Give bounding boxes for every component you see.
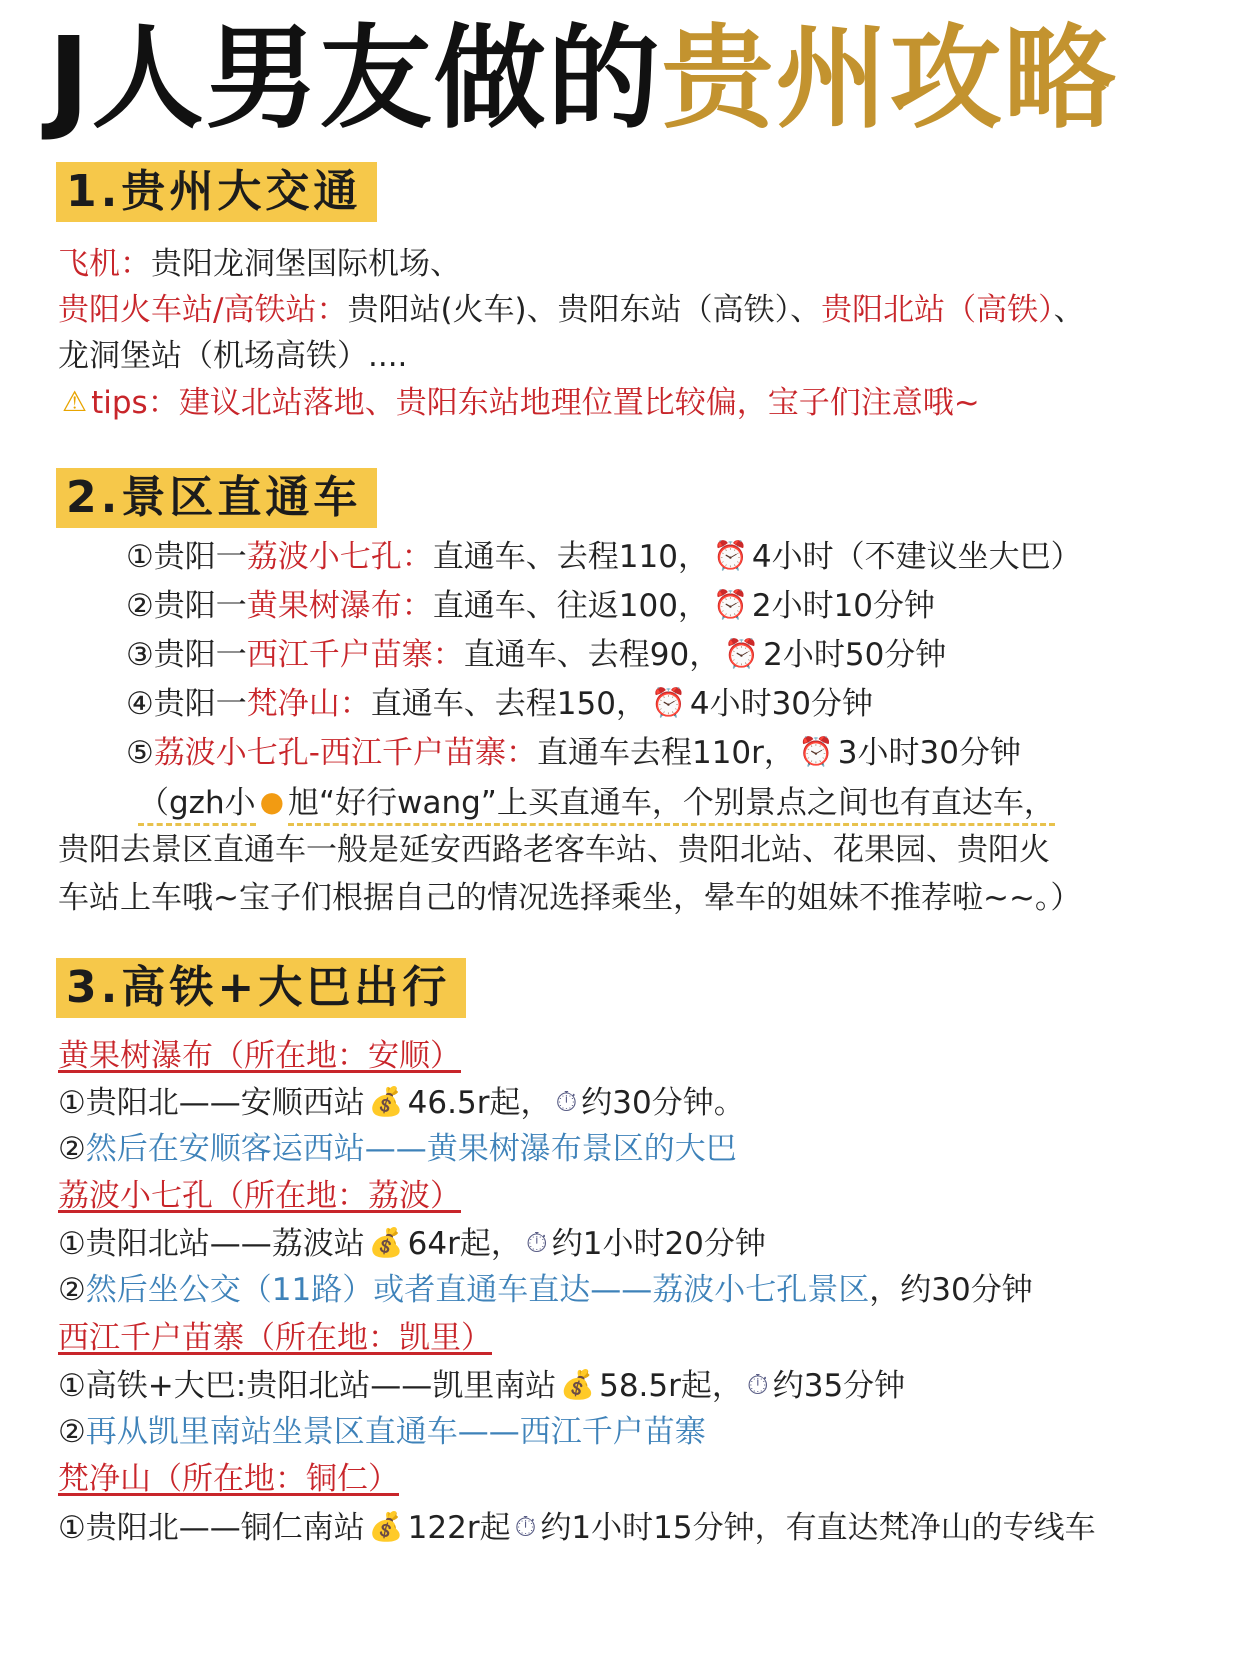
- duration-text: 约30分钟。: [581, 1085, 745, 1121]
- location-text: 荔波小七孔（所在地：荔波）: [58, 1178, 461, 1214]
- route-text: ①贵阳北——安顺西站: [58, 1085, 365, 1121]
- shuttle-note-line2: 贵阳去景区直通车一般是延安西路老客车站、贵阳北站、花果园、贵阳火: [58, 832, 1050, 868]
- route2-line: [58, 1127, 737, 1171]
- shuttle-dest: 黄果树瀑布：: [246, 588, 433, 624]
- shuttle-dest: 梵净山：: [246, 686, 371, 722]
- route2-num: ②: [58, 1131, 86, 1167]
- location-text: 梵净山（所在地：铜仁）: [58, 1461, 399, 1497]
- note-rest: 旭“好行wang”上买直通车，个别景点之间也有直达车，: [288, 785, 1055, 826]
- shuttle-prefix: ②贵阳一: [126, 588, 247, 624]
- duration-text: 约35分钟: [772, 1368, 906, 1404]
- location-heading: [58, 1034, 461, 1078]
- rail-red: 贵阳北站（高铁）: [821, 292, 1054, 328]
- route-text: ①贵阳北站——荔波站: [58, 1226, 365, 1262]
- shuttle-time: 2小时10分钟: [751, 588, 936, 624]
- section2-header: 2.景区直通车: [56, 468, 377, 528]
- route-line: [58, 1080, 745, 1125]
- title-part1: J人男友做的: [48, 14, 662, 144]
- shuttle-note-line1: [138, 780, 1055, 825]
- route-line: [58, 1505, 1096, 1550]
- rail-line2: 龙洞堡站（机场高铁）....: [58, 338, 408, 374]
- rail-label: 贵阳火车站/高铁站：: [58, 292, 348, 328]
- route2-text: 然后在安顺客运西站——黄果树瀑布景区的大巴: [85, 1131, 737, 1167]
- stopwatch-icon: ⏱: [514, 1510, 537, 1543]
- shuttle-prefix: ④贵阳一: [126, 686, 247, 722]
- note-start: （gzh小: [138, 785, 256, 826]
- shuttle-time: 4小时30分钟: [689, 686, 874, 722]
- alarm-clock-icon: ⏰: [798, 735, 834, 768]
- shuttle-dest: 荔波小七孔：: [246, 539, 433, 575]
- alarm-clock-icon: ⏰: [650, 686, 686, 719]
- route-text: ①贵阳北——铜仁南站: [58, 1510, 365, 1546]
- price-text: 58.5r起，: [599, 1368, 743, 1404]
- shuttle-info: 直通车、去程90，: [463, 637, 721, 673]
- route-line: [58, 1363, 905, 1408]
- rail-line: [58, 288, 1085, 332]
- route-line: [58, 1221, 766, 1266]
- shuttle-time: 2小时50分钟: [763, 637, 947, 673]
- location-heading: [58, 1174, 461, 1218]
- money-bag-icon: 💰: [560, 1368, 596, 1401]
- route2-num: ②: [58, 1272, 86, 1308]
- location-text: 西江千户苗寨（所在地：凯里）: [58, 1320, 492, 1356]
- tips-text: tips：建议北站落地、贵阳东站地理位置比较偏，宝子们注意哦~: [91, 385, 980, 421]
- shuttle-time: 4小时（不建议坐大巴）: [751, 539, 1082, 575]
- shuttle-item: [126, 632, 946, 677]
- flight-label: 飞机：: [58, 246, 151, 282]
- section3-header: 3.高铁+大巴出行: [56, 958, 466, 1018]
- route2-text: 再从凯里南站坐景区直通车——西江千户苗寨: [85, 1414, 706, 1450]
- location-heading: [58, 1316, 492, 1360]
- route2-line: [58, 1410, 706, 1454]
- stopwatch-icon: ⏱: [555, 1085, 578, 1118]
- shuttle-info: 直通车、去程150，: [370, 686, 647, 722]
- alarm-clock-icon: ⏰: [724, 637, 760, 670]
- location-heading: [58, 1457, 399, 1501]
- flight-text: 贵阳龙洞堡国际机场、: [151, 246, 461, 282]
- shuttle-prefix: ⑤: [126, 735, 154, 771]
- title-part2: 贵州攻略: [661, 14, 1118, 144]
- shuttle-prefix: ③贵阳一: [126, 637, 247, 673]
- shuttle-item: [126, 583, 935, 628]
- shuttle-item: [126, 681, 873, 726]
- route2-text: 然后坐公交（11路）或者直通车直达——荔波小七孔景区: [85, 1272, 870, 1308]
- tips-line: [58, 380, 980, 425]
- orange-icon: ●: [259, 785, 285, 818]
- shuttle-dest: 荔波小七孔-西江千户苗寨：: [153, 735, 537, 771]
- shuttle-prefix: ①贵阳一: [126, 539, 247, 575]
- duration-text: 约1小时15分钟，有直达梵净山的专线车: [540, 1510, 1096, 1546]
- price-text: 64r起，: [407, 1226, 522, 1262]
- flight-line: [58, 242, 461, 286]
- shuttle-info: 直通车去程110r，: [536, 735, 795, 771]
- shuttle-note-line3: 车站上车哦~宝子们根据自己的情况选择乘坐，晕车的姐妹不推荐啦~~。）: [58, 880, 1082, 916]
- warning-icon: ⚠: [62, 385, 88, 418]
- shuttle-info: 直通车、去程110，: [432, 539, 709, 575]
- money-bag-icon: 💰: [368, 1226, 404, 1259]
- shuttle-item: [126, 534, 1082, 579]
- shuttle-time: 3小时30分钟: [837, 735, 1021, 771]
- route2-line: [58, 1268, 1033, 1312]
- alarm-clock-icon: ⏰: [712, 539, 748, 572]
- shuttle-dest: 西江千户苗寨：: [246, 637, 464, 673]
- page-title: [48, 14, 1118, 144]
- price-text: 46.5r起，: [407, 1085, 552, 1121]
- route2-num: ②: [58, 1414, 86, 1450]
- location-text: 黄果树瀑布（所在地：安顺）: [58, 1038, 461, 1074]
- duration-text: 约1小时20分钟: [551, 1226, 766, 1262]
- money-bag-icon: 💰: [368, 1510, 404, 1543]
- rail-end: 、: [1053, 292, 1085, 328]
- stopwatch-icon: ⏱: [746, 1368, 769, 1401]
- shuttle-item: [126, 730, 1021, 775]
- stopwatch-icon: ⏱: [525, 1226, 548, 1259]
- route-text: ①高铁+大巴:贵阳北站——凯里南站: [58, 1368, 557, 1404]
- rail-text: 贵阳站(火车)、贵阳东站（高铁）、: [347, 292, 822, 328]
- alarm-clock-icon: ⏰: [712, 588, 748, 621]
- route2-rest: ，约30分钟: [869, 1272, 1033, 1308]
- shuttle-info: 直通车、往返100，: [432, 588, 709, 624]
- money-bag-icon: 💰: [368, 1085, 404, 1118]
- price-text: 122r起: [407, 1510, 511, 1546]
- section1-header: 1.贵州大交通: [56, 162, 377, 222]
